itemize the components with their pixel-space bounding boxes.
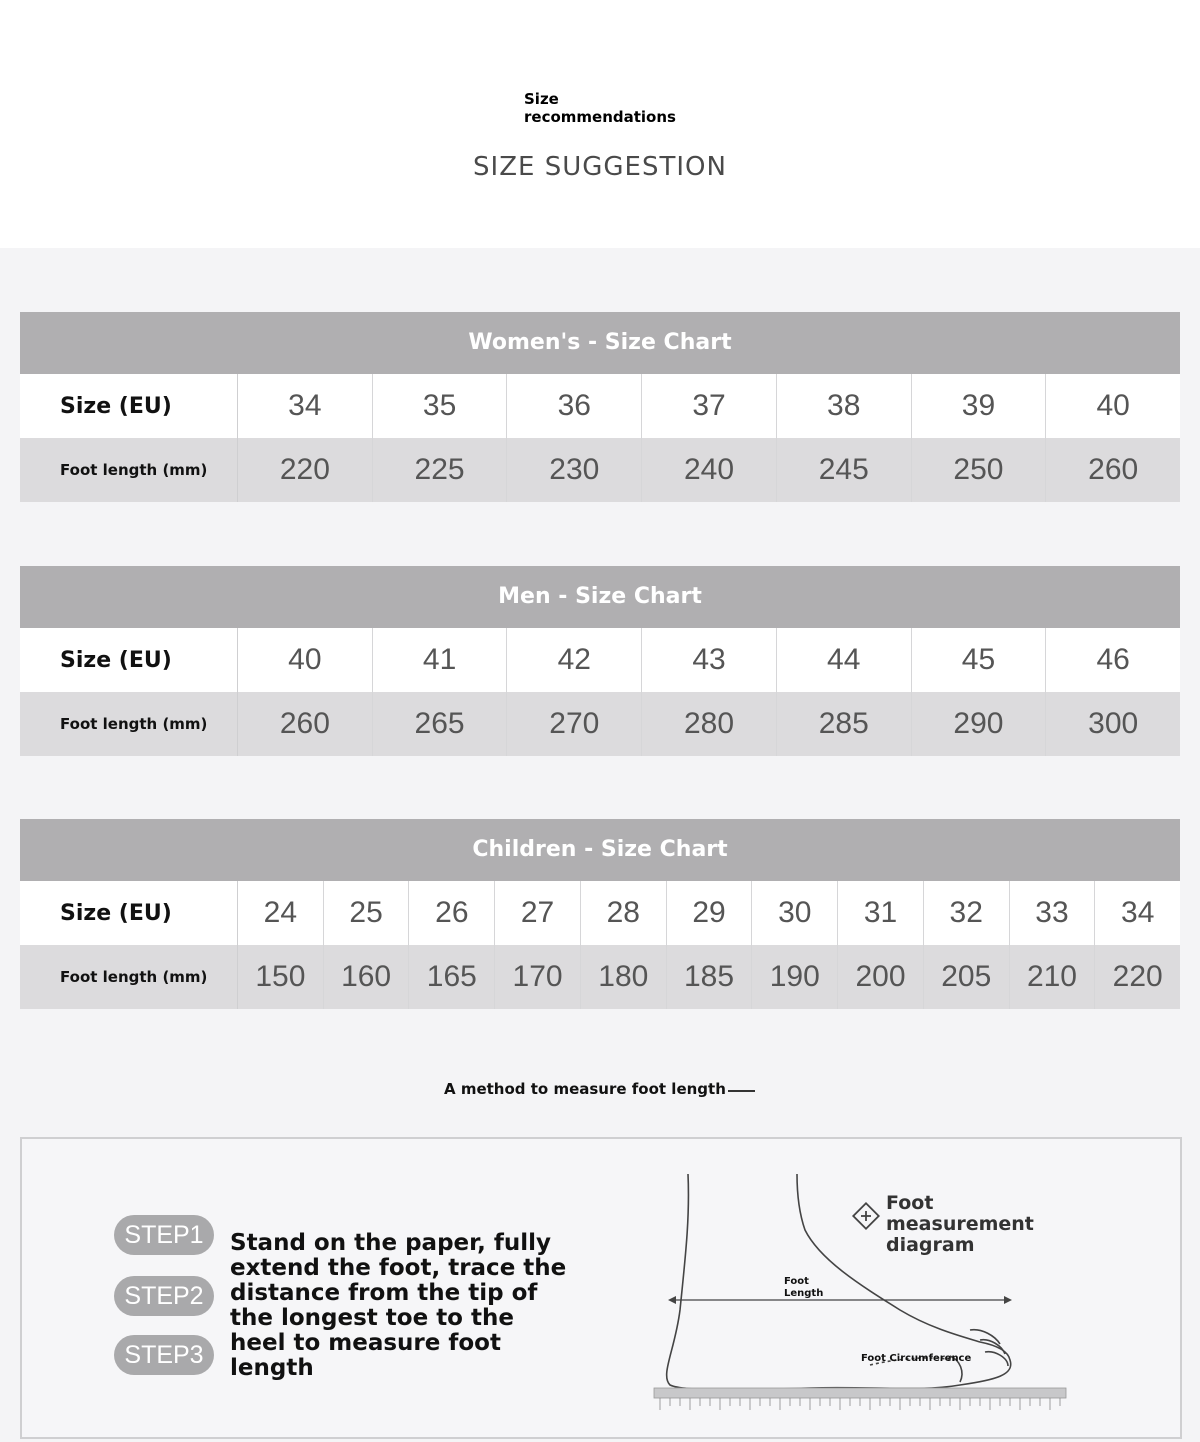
size-cell: 45	[912, 628, 1047, 692]
size-label: Size (EU)	[20, 881, 238, 945]
step-2-badge: STEP2	[114, 1276, 214, 1316]
header-area	[0, 0, 1200, 248]
length-cell: 300	[1088, 707, 1139, 740]
title-dash	[728, 1090, 755, 1092]
length-label: Foot length (mm)	[20, 692, 238, 756]
length-row	[20, 692, 1180, 756]
size-cell: 33	[1010, 881, 1096, 945]
plus-diamond-icon	[851, 1201, 881, 1231]
method-title: A method to measure foot length	[444, 1080, 726, 1098]
length-cell: 185	[667, 945, 753, 1009]
step-3-badge: STEP3	[114, 1335, 214, 1375]
length-cell: 245	[777, 438, 912, 502]
length-row	[20, 945, 1180, 1009]
length-row	[20, 438, 1180, 502]
length-cell: 250	[912, 438, 1047, 502]
length-cell: 260	[238, 692, 373, 756]
size-cell: 41	[373, 628, 508, 692]
size-label: Size (EU)	[20, 628, 238, 692]
length-cell: 180	[581, 945, 667, 1009]
size-cell: 46	[1096, 643, 1130, 676]
chart-title: Children - Size Chart	[20, 819, 1180, 881]
size-row	[20, 881, 1180, 945]
length-cell: 225	[373, 438, 508, 502]
length-cell: 230	[507, 438, 642, 502]
measure-instruction: Stand on the paper, fully extend the foot, trace the distance from the tip of the longest toe to the heel to measure foot length	[230, 1230, 567, 1381]
womens-size-chart	[20, 312, 1180, 502]
size-cell: 26	[409, 881, 495, 945]
size-cell: 35	[373, 374, 508, 438]
size-row	[20, 628, 1180, 692]
size-cell: 36	[507, 374, 642, 438]
length-cell: 160	[324, 945, 410, 1009]
size-cell: 34	[238, 374, 373, 438]
size-row	[20, 374, 1180, 438]
size-cell: 39	[912, 374, 1047, 438]
length-cell: 285	[777, 692, 912, 756]
chart-title: Women's - Size Chart	[20, 312, 1180, 374]
length-cell: 190	[752, 945, 838, 1009]
size-cell: 29	[667, 881, 753, 945]
size-cell: 27	[495, 881, 581, 945]
length-cell: 170	[495, 945, 581, 1009]
length-cell: 280	[642, 692, 777, 756]
length-cell: 265	[373, 692, 508, 756]
length-cell: 205	[924, 945, 1010, 1009]
size-cell: 40	[238, 628, 373, 692]
length-label: Foot length (mm)	[20, 438, 238, 502]
small-title: Size recommendations	[524, 90, 676, 126]
size-cell: 37	[642, 374, 777, 438]
size-cell: 40	[1096, 389, 1130, 422]
childrens-size-chart	[20, 819, 1180, 1009]
page-title: SIZE SUGGESTION	[473, 152, 727, 182]
length-cell: 220	[238, 438, 373, 502]
length-cell: 240	[642, 438, 777, 502]
size-cell: 24	[238, 881, 324, 945]
size-cell: 28	[581, 881, 667, 945]
size-label: Size (EU)	[20, 374, 238, 438]
length-cell: 260	[1088, 453, 1139, 486]
mens-size-chart	[20, 566, 1180, 756]
size-cell: 32	[924, 881, 1010, 945]
size-cell: 25	[324, 881, 410, 945]
foot-length-label: Foot Length	[784, 1276, 824, 1299]
size-cell: 31	[838, 881, 924, 945]
length-cell: 210	[1010, 945, 1096, 1009]
length-cell: 290	[912, 692, 1047, 756]
size-cell: 38	[777, 374, 912, 438]
size-cell: 44	[777, 628, 912, 692]
foot-circumference-label: Foot Circumference	[861, 1353, 972, 1364]
chart-title: Men - Size Chart	[20, 566, 1180, 628]
length-cell: 220	[1112, 960, 1163, 993]
diagram-label: Foot measurement diagram	[886, 1192, 1034, 1256]
size-cell: 42	[507, 628, 642, 692]
length-cell: 150	[238, 945, 324, 1009]
length-cell: 270	[507, 692, 642, 756]
size-cell: 34	[1121, 896, 1155, 929]
length-label: Foot length (mm)	[20, 945, 238, 1009]
size-cell: 43	[642, 628, 777, 692]
size-cell: 30	[752, 881, 838, 945]
step-1-badge: STEP1	[114, 1215, 214, 1255]
length-cell: 165	[409, 945, 495, 1009]
length-cell: 200	[838, 945, 924, 1009]
